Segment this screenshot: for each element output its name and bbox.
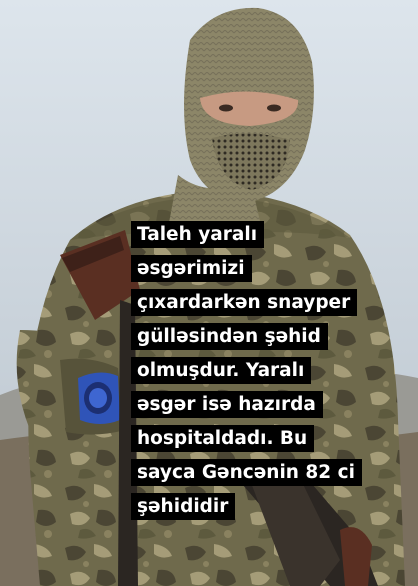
caption-line: şəhididir [131, 490, 391, 524]
caption-overlay [131, 218, 391, 524]
caption-line: sayca Gəncənin 82 ci [131, 456, 391, 490]
caption-line: hospitaldadı. Bu [131, 422, 391, 456]
caption-line: çıxardarkən snayper [131, 286, 391, 320]
caption-line: Taleh yaralı [131, 218, 391, 252]
caption-line: əsgər isə hazırda [131, 388, 391, 422]
caption-line: olmuşdur. Yaralı [131, 354, 391, 388]
watch [78, 372, 120, 424]
caption-line: əsgərimizi [131, 252, 391, 286]
caption-line: gülləsindən şəhid [131, 320, 391, 354]
